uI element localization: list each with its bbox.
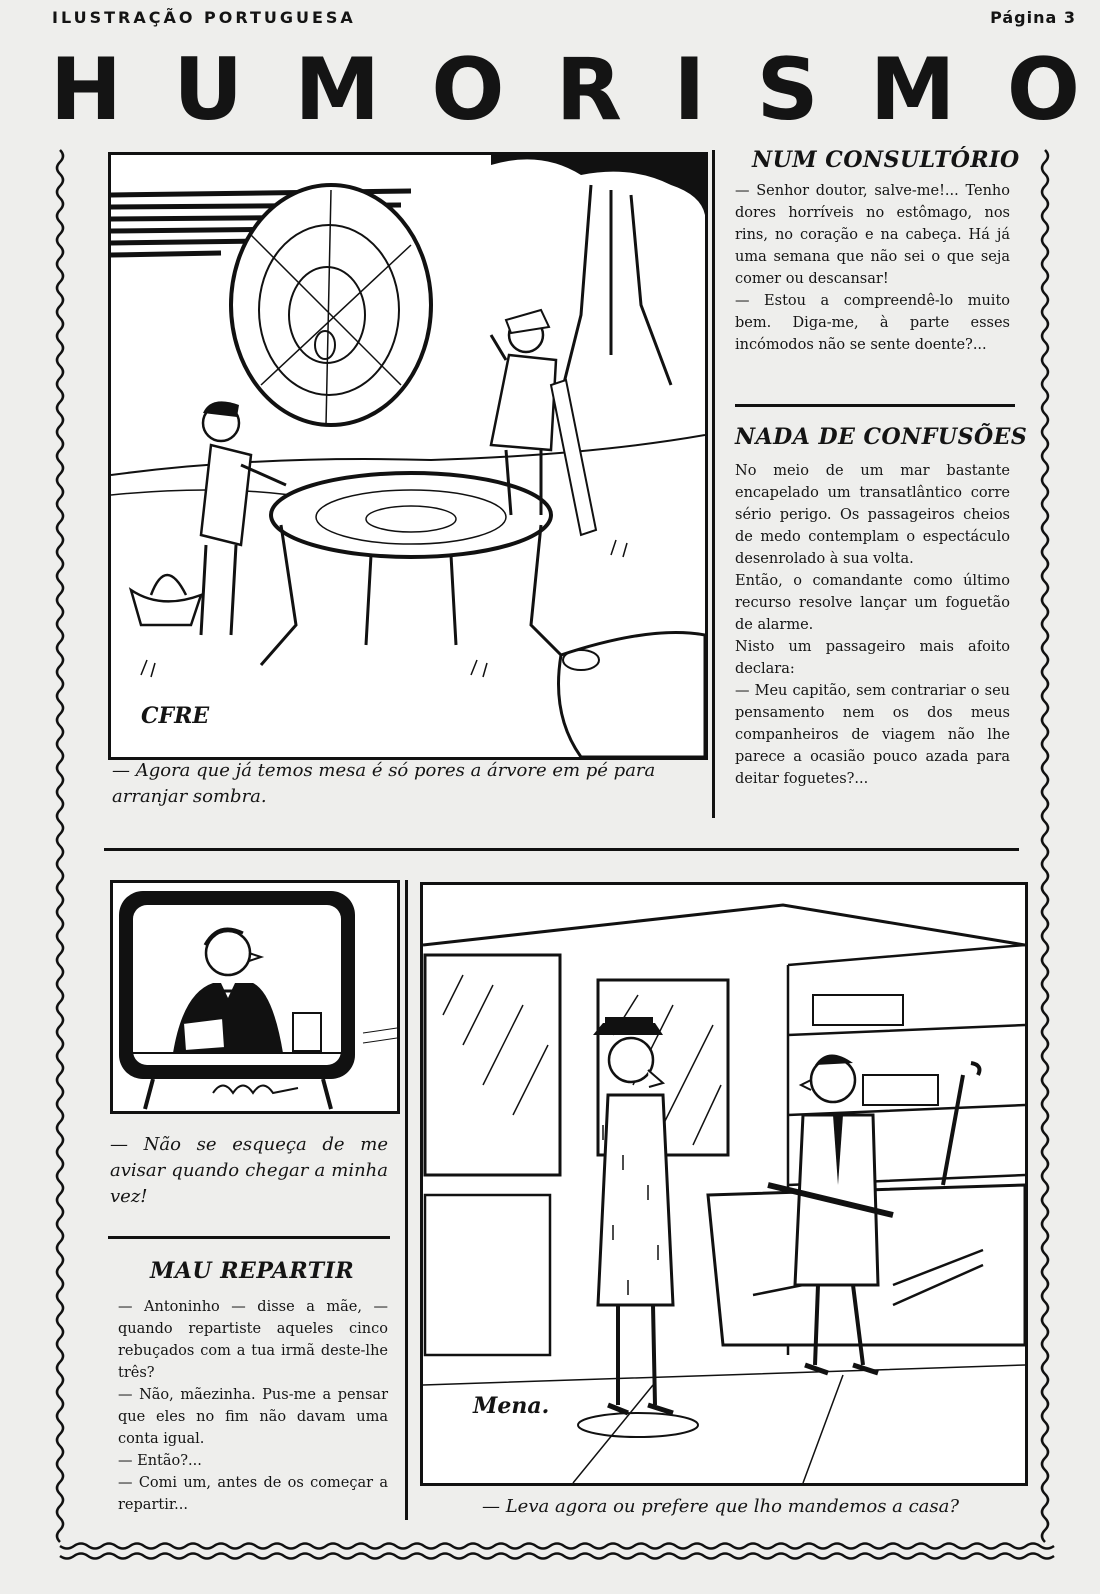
paragraph: — Antoninho — disse a mãe, — quando repartiste aqueles cinco rebuçados com a tua irmã deste-lhe três? (118, 1299, 388, 1381)
num-consultorio-text (735, 180, 1010, 356)
tv-illustration (113, 883, 397, 1111)
page-title: H U M O R I S M O (50, 40, 1080, 140)
paragraph: — Comi um, antes de os começar a repartir... (118, 1475, 388, 1513)
mau-repartir-text (118, 1296, 388, 1516)
paragraph: — Não, mãezinha. Pus-me a pensar que eles no fim não davam uma conta igual. (118, 1387, 388, 1447)
paragraph: Nisto um passageiro mais afoito declara: (735, 639, 1010, 677)
section-rule (735, 404, 1015, 407)
tree-table-illustration (111, 155, 705, 757)
paragraph: No meio de um mar bastante encapelado um transatlântico corre sério perigo. Os passageiros cheios de medo contemplam o espectáculo desenrolado à sua volta. (735, 463, 1010, 567)
nada-de-confusoes-heading: NADA DE CONFUSÕES (735, 424, 1028, 450)
paragraph: — Senhor doutor, salve-me!... Tenho dores horríveis no estômago, nos rins, no coração e na cabeça. Há já uma semana que não sei o que seja comer ou descansar! (735, 183, 1010, 287)
artist-signature: CFRE (141, 703, 210, 729)
section-rule (108, 1236, 390, 1239)
cartoon-tv (110, 880, 400, 1114)
paragraph: — Meu capitão, sem contrariar o seu pensamento nem os dos meus companheiros de viagem não lhe parece a ocasião pouco azada para deitar foguetes?... (735, 683, 1010, 787)
page-number: Página 3 (990, 8, 1076, 27)
paragraph: — Então?... (118, 1453, 202, 1469)
cartoon2-caption: — Não se esqueça de me avisar quando chegar a minha vez! (110, 1134, 388, 1207)
cartoon-umbrella-shop (420, 882, 1028, 1486)
cartoon3-caption: — Leva agora ou prefere que lho mandemos a casa? (482, 1496, 960, 1517)
paragraph: — Estou a compreendê-lo muito bem. Diga-me, à parte esses incómodos não se sente doente?... (735, 293, 1010, 353)
nada-de-confusoes-text (735, 460, 1010, 790)
column-divider (712, 150, 715, 818)
page-divider (104, 848, 1019, 851)
column-divider-lower (405, 880, 408, 1520)
cartoon-tree-table (108, 152, 708, 760)
cartoon1-caption: — Agora que já temos mesa é só pores a árvore em pé para arranjar sombra. (112, 760, 656, 807)
artist-signature: Mena. (473, 1393, 550, 1419)
magazine-name: ILUSTRAÇÃO PORTUGUESA (52, 8, 356, 27)
mau-repartir-heading: MAU REPARTIR (150, 1258, 355, 1284)
paragraph: Então, o comandante como último recurso resolve lançar um foguetão de alarme. (735, 573, 1010, 633)
num-consultorio-heading: NUM CONSULTÓRIO (752, 147, 1020, 173)
